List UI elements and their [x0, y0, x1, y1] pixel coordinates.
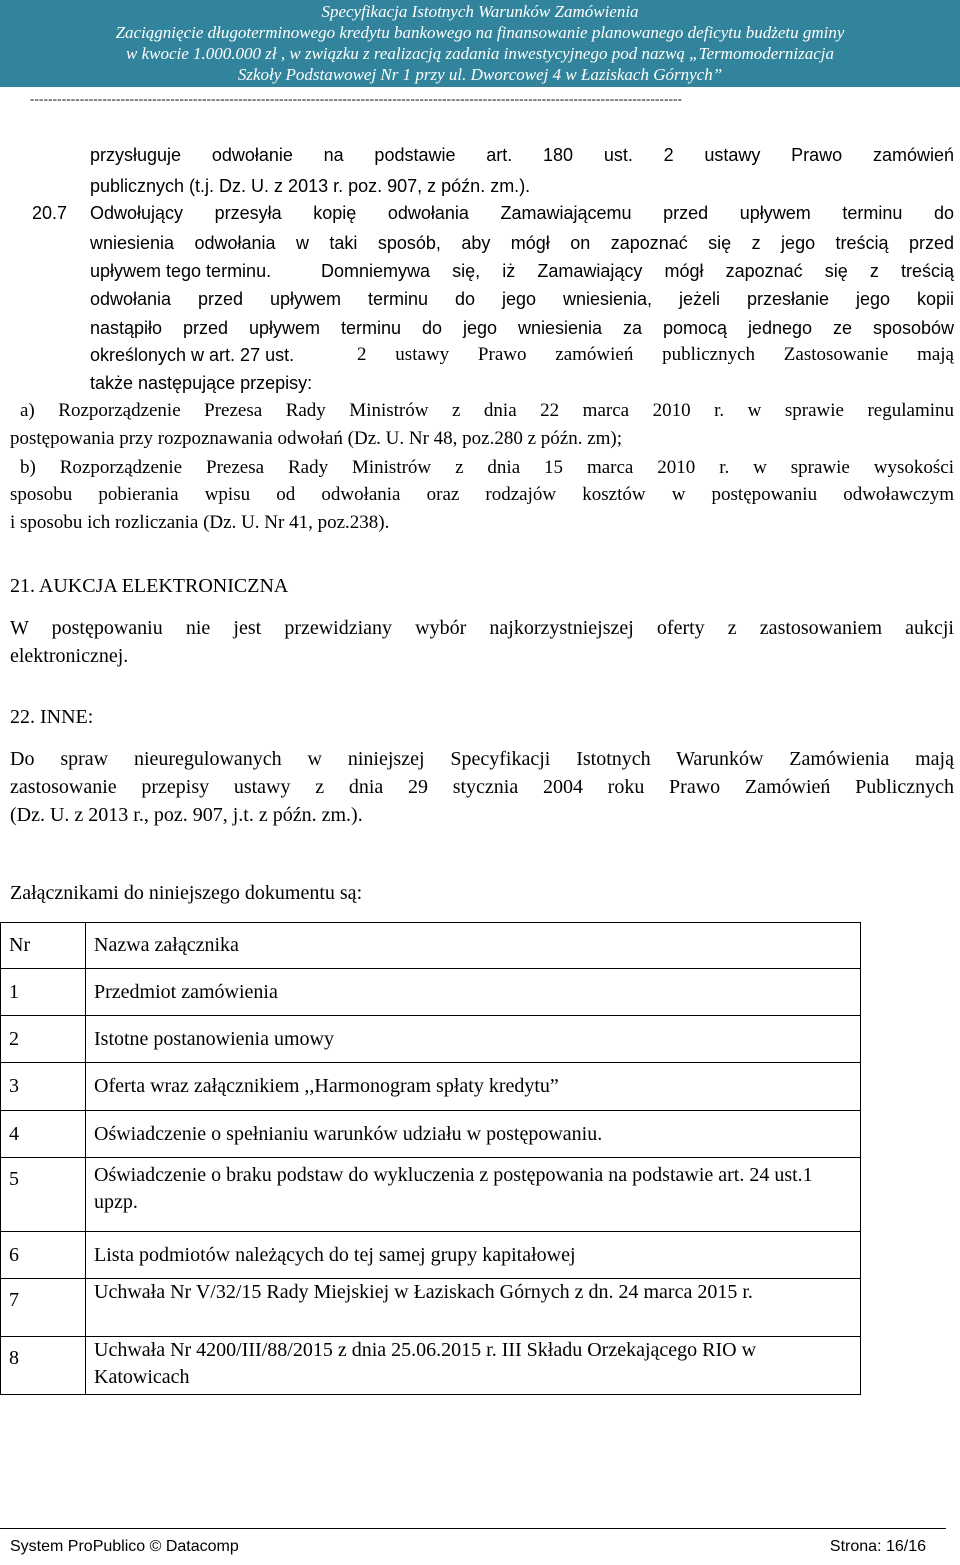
- row-name: Uchwała Nr V/32/15 Rady Miejskiej w Łaziskach Górnych z dn. 24 marca 2015 r.: [86, 1279, 861, 1337]
- header-separator: ------------------------------------------------------------------------------------------------------------------------------------------------: [30, 92, 683, 106]
- paragraph-line: Do spraw nieuregulowanych w niniejszej Specyfikacji Istotnych Warunków Zamówienia mają: [10, 748, 954, 770]
- paragraph-line: 2 ustawy Prawo zamówień publicznych Zastosowanie mają: [357, 344, 954, 365]
- paragraph-line: zastosowanie przepisy ustawy z dnia 29 stycznia 2004 roku Prawo Zamówień Publicznych: [10, 776, 954, 798]
- row-number: 5: [1, 1158, 86, 1232]
- footer-divider: [0, 1528, 946, 1529]
- paragraph-line: publicznych (t.j. Dz. U. z 2013 r. poz. 907, z późn. zm.).: [90, 176, 531, 196]
- section-heading-21: 21. AUKCJA ELEKTRONICZNA: [10, 575, 289, 597]
- column-header-name: Nazwa załącznika: [86, 923, 861, 969]
- paragraph-line: przysługuje odwołanie na podstawie art. 180 ust. 2 ustawy Prawo zamówień: [90, 145, 954, 165]
- paragraph-line: sposobu pobierania wpisu od odwołania oraz rodzajów kosztów w postępowaniu odwoławczym: [10, 484, 954, 505]
- paragraph-line: b) Rozporządzenie Prezesa Rady Ministrów z dnia 15 marca 2010 r. w sprawie wysokości: [20, 457, 954, 478]
- table-row: [1, 1158, 861, 1232]
- table-row: [1, 1111, 861, 1158]
- header-title: Specyfikacja Istotnych Warunków Zamówienia: [321, 2, 639, 21]
- row-number: 2: [1, 1016, 86, 1063]
- table-row: [1, 1337, 861, 1395]
- row-number: 4: [1, 1111, 86, 1158]
- row-number: 3: [1, 1063, 86, 1111]
- row-number: 8: [1, 1337, 86, 1395]
- row-number: 1: [1, 969, 86, 1016]
- table-row: [1, 1063, 861, 1111]
- row-name: Oświadczenie o braku podstaw do wykluczenia z postępowania na podstawie art. 24 ust.1 upzp.: [86, 1158, 861, 1232]
- header-line-2: Zaciągnięcie długoterminowego kredytu bankowego na finansowanie planowanego deficytu budżetu gminy: [115, 23, 845, 42]
- row-number: 7: [1, 1279, 86, 1337]
- paragraph-line: określonych w art. 27 ust.: [90, 345, 295, 365]
- table-row: [1, 1279, 861, 1337]
- table-row: [1, 1232, 861, 1279]
- row-name: Uchwała Nr 4200/III/88/2015 z dnia 25.06.2015 r. III Składu Orzekającego RIO w Katowicach: [86, 1337, 861, 1395]
- column-header-nr: Nr: [1, 923, 86, 969]
- paragraph-line: nastąpiło przed upływem terminu do jego wniesienia za pomocą jednego ze sposobów: [90, 318, 954, 338]
- paragraph-line: wniesienia odwołania w taki sposób, aby mógł on zapoznać się z jego treścią przed: [90, 233, 954, 253]
- paragraph-line: odwołania przed upływem terminu do jego wniesienia, jeżeli przesłanie jego kopii: [90, 289, 954, 309]
- header-line-4: Szkoły Podstawowej Nr 1 przy ul. Dworcowej 4 w Łaziskach Górnych”: [237, 65, 723, 84]
- attachments-intro: Załącznikami do niniejszego dokumentu są:: [10, 882, 363, 904]
- row-name: Istotne postanowienia umowy: [86, 1016, 861, 1063]
- row-name: Oświadczenie o spełnianiu warunków udziału w postępowaniu.: [86, 1111, 861, 1158]
- row-name: Lista podmiotów należących do tej samej grupy kapitałowej: [86, 1232, 861, 1279]
- document-header: [0, 0, 960, 87]
- table-header-row: [1, 923, 861, 969]
- row-name: Oferta wraz załącznikiem ,,Harmonogram spłaty kredytu”: [86, 1063, 861, 1111]
- row-number: 6: [1, 1232, 86, 1279]
- header-line-3: w kwocie 1.000.000 zł , w związku z realizacją zadania inwestycyjnego pod nazwą „Termomodernizacja: [125, 44, 834, 63]
- paragraph-line: (Dz. U. z 2013 r., poz. 907, j.t. z późn. zm.).: [10, 804, 363, 826]
- page-number: Strona: 16/16: [829, 1538, 926, 1555]
- paragraph-line: upływem tego terminu.: [90, 261, 272, 281]
- paragraph-line: Domniemywa się, iż Zamawiający mógł zapoznać się z treścią: [321, 261, 954, 281]
- paragraph-line: Odwołujący przesyła kopię odwołania Zamawiającemu przed upływem terminu do: [90, 203, 954, 223]
- section-heading-22: 22. INNE:: [10, 706, 94, 728]
- footer-left: System ProPublico © Datacomp: [10, 1538, 239, 1555]
- table-row: [1, 969, 861, 1016]
- paragraph-line: elektronicznej.: [10, 645, 129, 667]
- table-row: [1, 1016, 861, 1063]
- paragraph-line: W postępowaniu nie jest przewidziany wybór najkorzystniejszej oferty z zastosowaniem aukcji: [10, 617, 954, 639]
- attachments-table: [0, 922, 861, 1395]
- paragraph-line: postępowania przy rozpoznawania odwołań (Dz. U. Nr 48, poz.280 z późn. zm);: [10, 428, 623, 449]
- paragraph-line: i sposobu ich rozliczania (Dz. U. Nr 41, poz.238).: [10, 512, 390, 533]
- paragraph-line: także następujące przepisy:: [90, 373, 313, 393]
- paragraph-line: a) Rozporządzenie Prezesa Rady Ministrów z dnia 22 marca 2010 r. w sprawie regulaminu: [20, 400, 954, 421]
- row-name: Przedmiot zamówienia: [86, 969, 861, 1016]
- section-number: 20.7: [32, 203, 68, 223]
